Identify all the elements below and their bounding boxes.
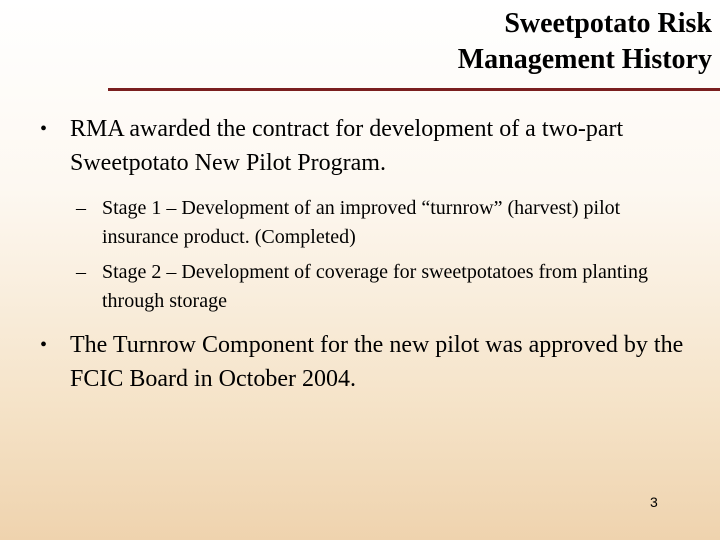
page-number: 3 xyxy=(650,494,658,510)
bullet-item-1 xyxy=(40,112,690,180)
slide-title-line-2: Management History xyxy=(457,44,712,75)
title-divider xyxy=(108,88,720,91)
bullet-marker: • xyxy=(40,118,48,140)
sub-item-2 xyxy=(40,258,690,316)
slide-title-line-1: Sweetpotato Risk xyxy=(504,8,712,39)
slide-body xyxy=(40,112,690,396)
sub-list xyxy=(40,194,690,316)
sub-item-1 xyxy=(40,194,690,252)
sub-item-text: Stage 1 – Development of an improved “turnrow” (harvest) pilot insurance product. (Completed) xyxy=(102,197,621,248)
bullet-text: RMA awarded the contract for development of a two-part Sweetpotato New Pilot Program. xyxy=(70,116,624,176)
sub-marker: – xyxy=(76,197,86,219)
sub-item-text: Stage 2 – Development of coverage for sweetpotatoes from planting through storage xyxy=(102,261,648,312)
bullet-marker: • xyxy=(40,334,48,356)
bullet-text: The Turnrow Component for the new pilot was approved by the FCIC Board in October 2004. xyxy=(70,332,684,392)
sub-marker: – xyxy=(76,261,86,283)
slide-title xyxy=(458,6,712,78)
bullet-item-2 xyxy=(40,328,690,396)
